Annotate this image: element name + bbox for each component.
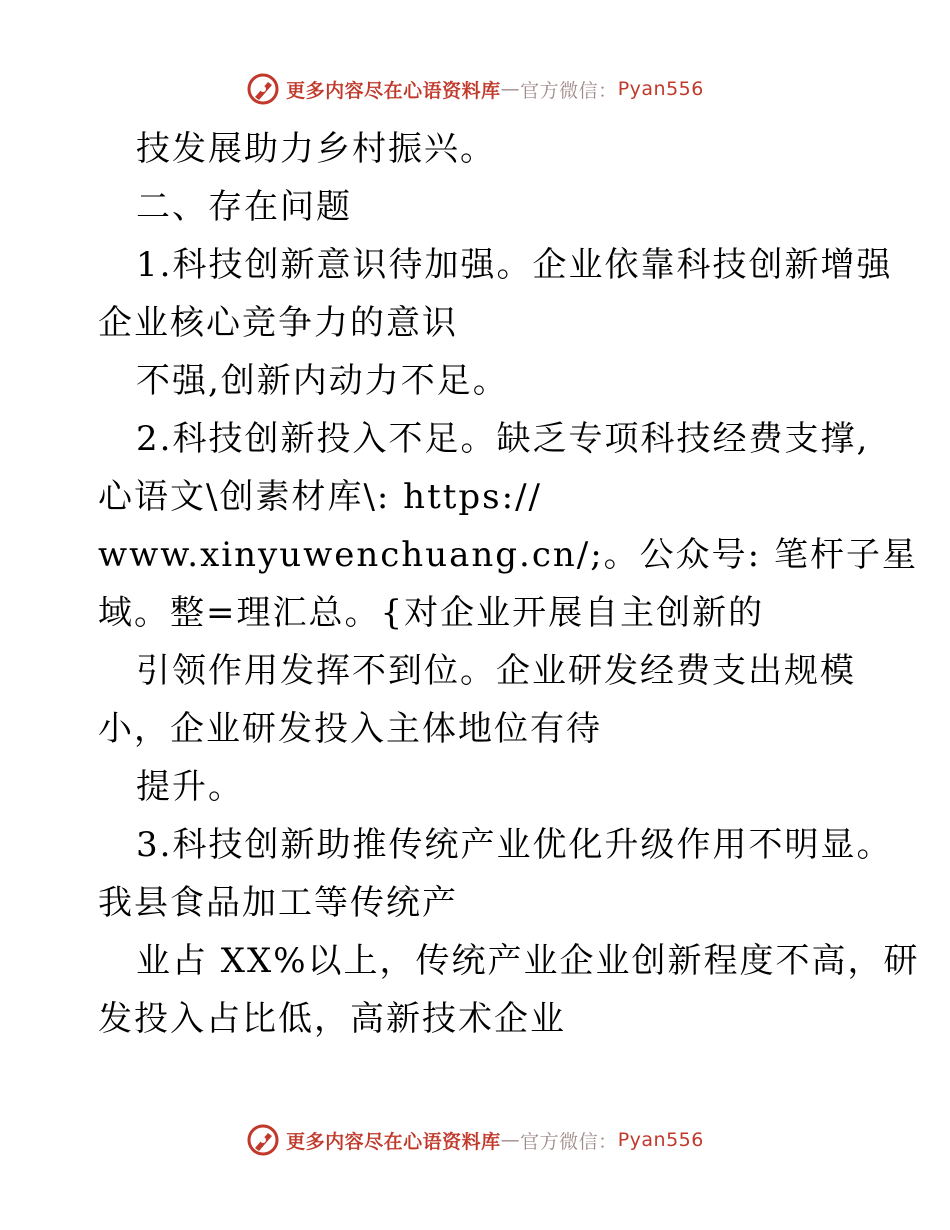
paragraph-line: 业占 XX%以上，传统产业企业创新程度不高，研 [136, 941, 920, 981]
paragraph-line: 我县食品加工等传统产 [98, 883, 458, 923]
paragraph-line: 企业核心竞争力的意识 [98, 303, 458, 343]
paragraph-line: 技发展助力乡村振兴。 [136, 129, 496, 169]
banner-separator: — [500, 1129, 521, 1151]
section-heading: 二、存在问题 [136, 187, 352, 227]
banner-wechat-id: Pyan556 [617, 78, 704, 100]
paragraph-line: 域。整=理汇总。{对企业开展自主创新的 [98, 593, 765, 633]
document-body [98, 120, 920, 1048]
pen-logo-icon [246, 72, 280, 106]
banner-official-label: 官方微信： [520, 1130, 618, 1153]
paragraph-line: 发投入占比低，高新技术企业 [98, 999, 566, 1039]
paragraph-line: 1.科技创新意识待加强。企业依靠科技创新增强 [136, 245, 893, 285]
paragraph-line: 小，企业研发投入主体地位有待 [98, 709, 602, 749]
paragraph-line: 不强,创新内动力不足。 [136, 361, 509, 401]
header-watermark-banner [0, 72, 950, 106]
paragraph-line: www.xinyuwenchuang.cn/;。公众号: 笔杆子星 [98, 535, 918, 575]
paragraph-line: 心语文\创素材库\: https:// [98, 477, 542, 517]
pen-logo-icon [246, 1123, 280, 1157]
paragraph-line: 提升。 [136, 767, 244, 807]
footer-watermark-banner [0, 1123, 950, 1157]
banner-promo-text: 更多内容尽在心语资料库 [286, 1130, 501, 1153]
banner-official-label: 官方微信： [520, 79, 618, 102]
banner-promo-text: 更多内容尽在心语资料库 [286, 79, 501, 102]
banner-separator: — [500, 78, 521, 100]
paragraph-line: 引领作用发挥不到位。企业研发经费支出规模 [136, 651, 856, 691]
banner-wechat-id: Pyan556 [617, 1129, 704, 1151]
paragraph-line: 3.科技创新助推传统产业优化升级作用不明显。 [136, 825, 893, 865]
paragraph-line: 2.科技创新投入不足。缺乏专项科技经费支撑, [136, 419, 870, 459]
